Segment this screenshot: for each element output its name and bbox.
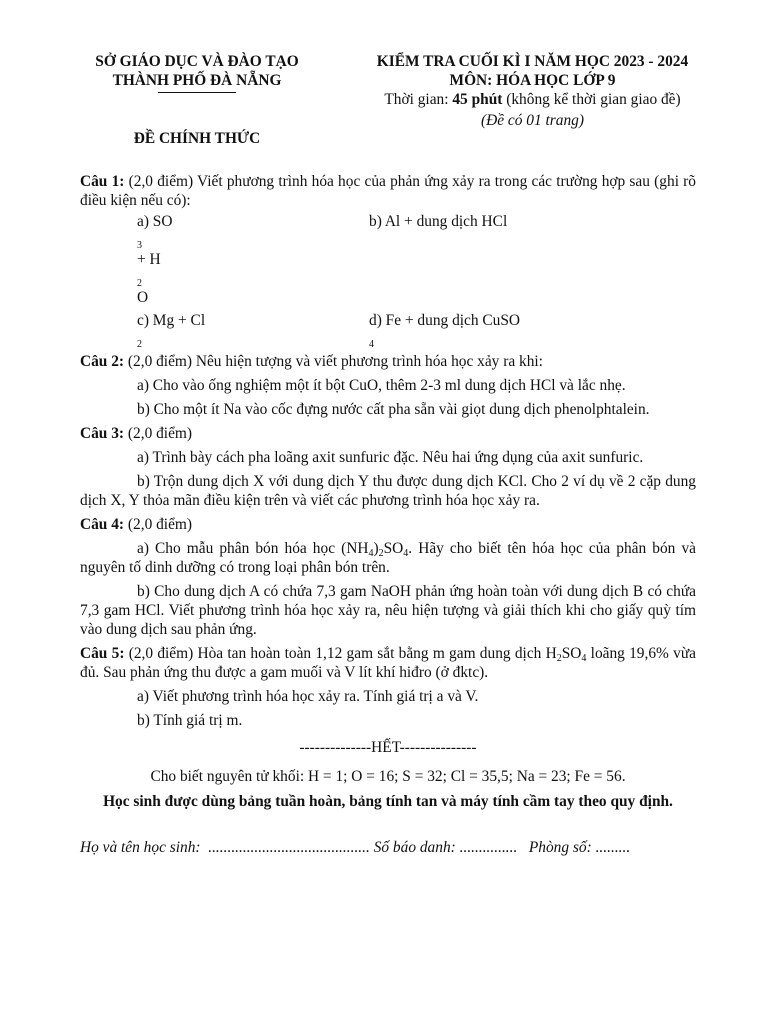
question-5-part-b: b) Tính giá trị m. <box>137 712 243 729</box>
question-3 <box>80 424 696 443</box>
department-name: SỞ GIÁO DỤC VÀ ĐÀO TẠO <box>95 53 299 70</box>
question-text: (2,0 điểm) Nêu hiện tượng và viết phương trình hóa học xảy ra khi: <box>124 353 543 370</box>
question-label: Câu 3: <box>80 425 125 442</box>
student-name-field: Họ và tên học sinh: .......................................... <box>80 839 370 856</box>
question-3-part-b: b) Trộn dung dịch X với dung dịch Y thu được dung dịch KCl. Cho 2 ví dụ về 2 cặp dung dịch X, Y thỏa mãn điều kiện trên và viết các phương trình hóa học xảy ra. <box>80 473 696 509</box>
time-prefix: Thời gian: <box>384 91 453 108</box>
question-4-part-b: b) Cho dung dịch A có chứa 7,3 gam NaOH phản ứng hoàn toàn với dung dịch B có chứa 7,3 gam HCl. Viết phương trình hóa học xảy ra, nêu hiện tượng và giải thích khi cho giấy quỳ tím vào dung dịch sau phản ứng. <box>80 583 696 638</box>
question-label: Câu 4: <box>80 516 125 533</box>
question-1-options-row-1 <box>80 212 696 307</box>
question-label: Câu 2: <box>80 353 125 370</box>
time-value: 45 phút <box>452 91 503 108</box>
exam-title: KIỂM TRA CUỐI KÌ I NĂM HỌC 2023 - 2024 <box>376 53 689 70</box>
official-exam-label: ĐỀ CHÍNH THỨC <box>133 130 261 147</box>
exam-content <box>80 172 696 857</box>
city-name: THÀNH PHỐ ĐÀ NẴNG <box>112 72 282 89</box>
question-label: Câu 1: <box>80 173 125 190</box>
end-marker: --------------HẾT--------------- <box>299 739 477 756</box>
question-5: Câu 5: (2,0 điểm) Hòa tan hoàn toàn 1,12 gam sắt bằng m gam dung dịch $H_2SO_4$ loãng 19,6% vừa đủ. Sau phản ứng thu được a gam muối và V lít khí hiđro (ở đktc). <box>80 645 696 681</box>
question-2-part-a: a) Cho vào ống nghiệm một ít bột CuO, thêm 2-3 ml dung dịch HCl và lắc nhẹ. <box>137 377 626 394</box>
question-4-part-a: a) Cho mẫu phân bón hóa học $(NH_4)_2SO_4$. Hãy cho biết tên hóa học của phân bón và nguyên tố dinh dưỡng có trong loại phân bón trên. <box>80 540 696 576</box>
student-info-footer <box>80 838 696 857</box>
question-label: Câu 5: <box>80 645 125 662</box>
option-a: a) SO $_3$ + H $_2$ O <box>137 213 173 306</box>
question-2-part-b: b) Cho một ít Na vào cốc đựng nước cất pha sẵn vài giọt dung dịch phenolphtalein. <box>137 401 650 418</box>
question-1 <box>80 172 696 210</box>
question-4 <box>80 515 696 534</box>
question-text: (2,0 điểm) <box>124 516 193 533</box>
option-b: b) Al + dung dịch HCl <box>369 213 508 230</box>
option-c: c) Mg + Cl $_2$ <box>137 312 206 350</box>
time-line <box>330 90 735 109</box>
header-divider <box>158 92 236 93</box>
time-suffix: (không kể thời gian giao đề) <box>502 91 681 108</box>
school-department-header <box>62 52 332 93</box>
question-text: (2,0 điểm) <box>124 425 193 442</box>
room-number-field: Phòng số: ......... <box>517 839 631 856</box>
question-1-options-row-2 <box>80 311 696 349</box>
question-5-part-a: a) Viết phương trình hóa học xảy ra. Tính giá trị a và V. <box>137 688 479 705</box>
atomic-masses-note: Cho biết nguyên tử khối: H = 1; O = 16; S = 32; Cl = 35,5; Na = 23; Fe = 56. <box>150 768 626 785</box>
question-2 <box>80 352 696 371</box>
question-text: (2,0 điểm) Viết phương trình hóa học của phản ứng xảy ra trong các trường hợp sau (ghi rõ điều kiện nếu có): <box>80 173 697 209</box>
student-id-field: Số báo danh: ............... <box>369 839 518 856</box>
subject-title: MÔN: HÓA HỌC LỚP 9 <box>449 72 616 89</box>
allowed-materials-note: Học sinh được dùng bảng tuần hoàn, bảng tính tan và máy tính cầm tay theo quy định. <box>103 793 673 810</box>
exam-info-header <box>330 52 735 130</box>
pages-note: (Đề có 01 trang) <box>480 112 584 129</box>
question-3-part-a: a) Trình bày cách pha loãng axit sunfuric đặc. Nêu hai ứng dụng của axit sunfuric. <box>137 449 644 466</box>
option-d: d) Fe + dung dịch CuSO $_4$ <box>369 312 521 350</box>
